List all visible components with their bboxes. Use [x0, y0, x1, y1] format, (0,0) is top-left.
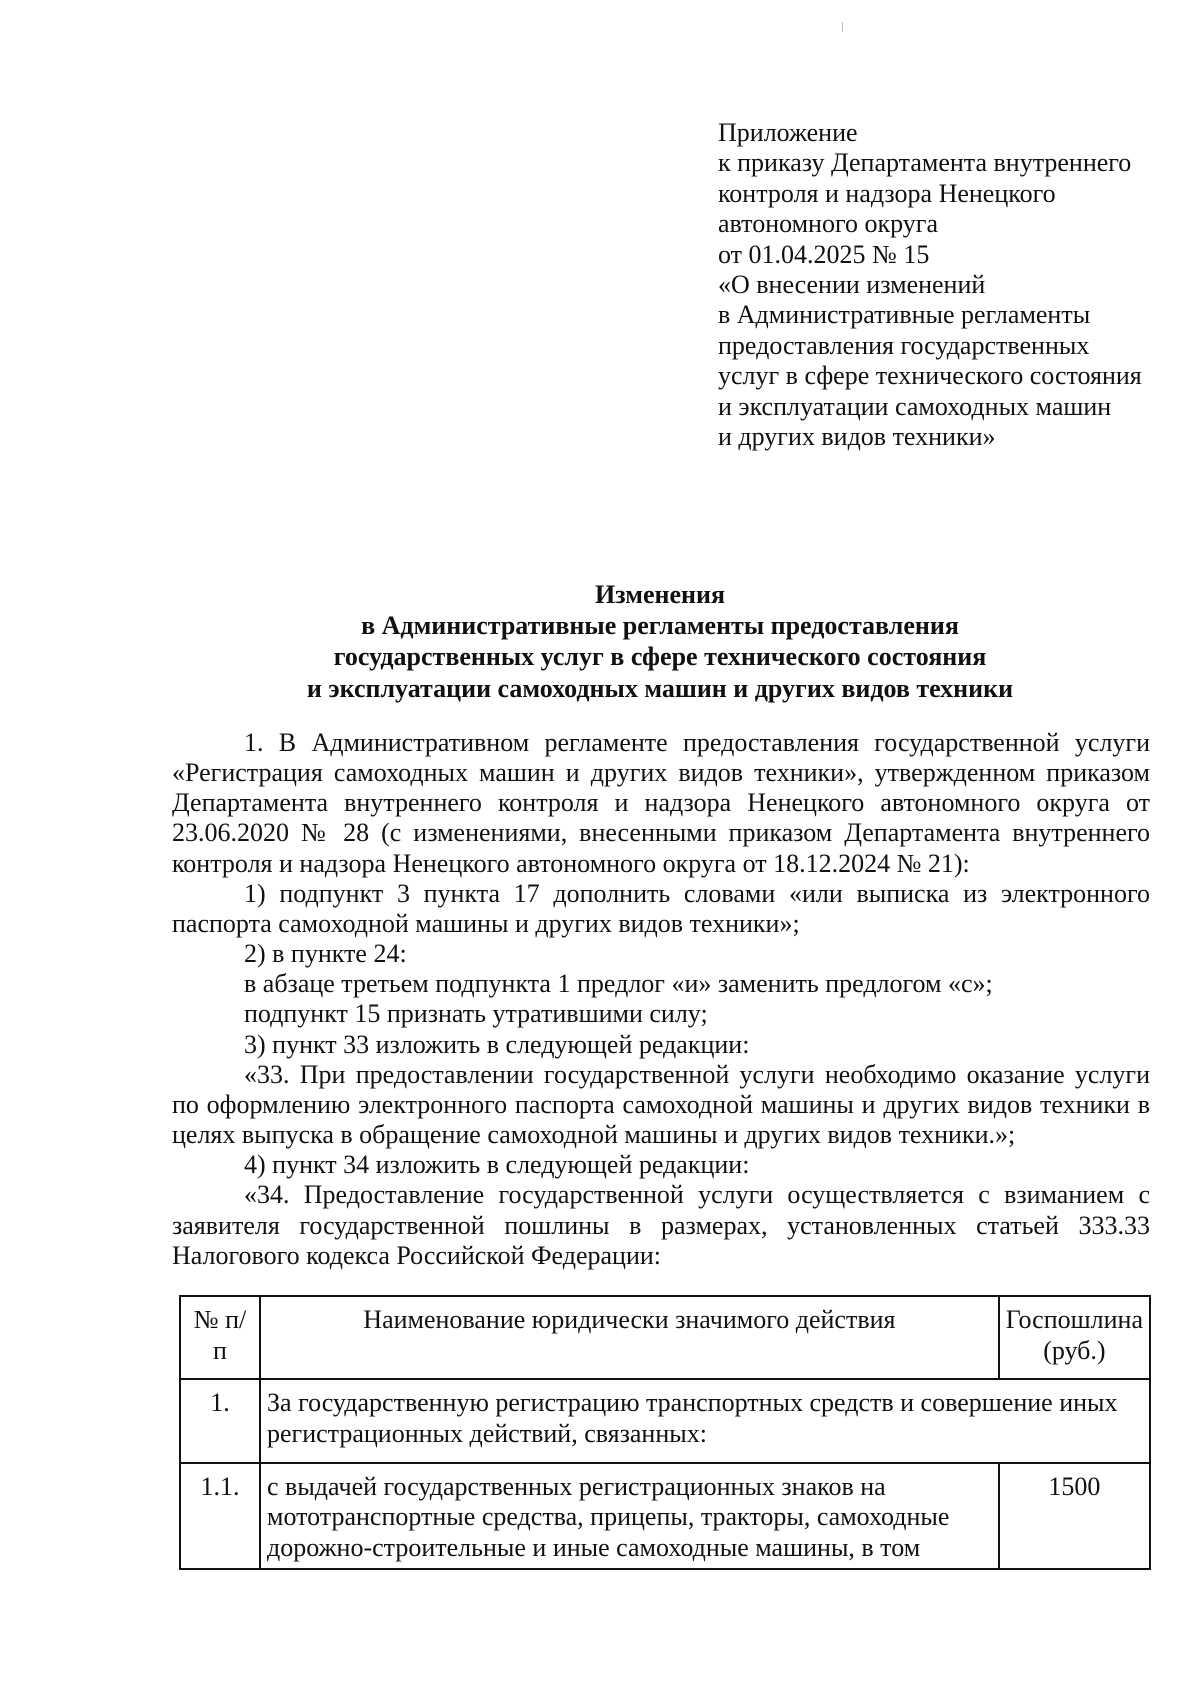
header-fee: Госпошлина (руб.) [999, 1296, 1150, 1379]
scan-mark [842, 22, 843, 32]
paragraph: «33. При предоставлении государственной услуги необходимо оказание услуги по оформлению электронного паспорта самоходной машины и других видов техники в целях выпуска в обращение самоходной машины и других видов техники.»; [172, 1059, 1150, 1150]
appendix-line: предоставления государственных [718, 330, 1090, 360]
document-body [172, 728, 1150, 1271]
appendix-line: «О внесении изменений [718, 270, 986, 300]
table-header-row [180, 1296, 1150, 1379]
document-title [170, 579, 1150, 704]
title-line: в Административные регламенты предоставления [361, 611, 959, 641]
appendix-line: и других видов техники» [718, 422, 996, 452]
row-number: 1. [180, 1379, 260, 1462]
table-row [180, 1463, 1150, 1569]
appendix-line: в Административные регламенты [718, 300, 1091, 330]
fee-table-wrapper [179, 1295, 1151, 1570]
paragraph: подпункт 15 признать утратившими силу; [244, 999, 708, 1029]
table-row [180, 1379, 1150, 1462]
row-action-name: За государственную регистрацию транспортных средств и совершение иных регистрационных действий, связанных: [260, 1379, 1150, 1462]
paragraph: 4) пункт 34 изложить в следующей редакции: [244, 1150, 750, 1180]
fee-table [179, 1295, 1151, 1570]
appendix-line: услуг в сфере технического состояния [718, 361, 1142, 391]
appendix-line: от 01.04.2025 № 15 [718, 239, 930, 269]
paragraph: в абзаце третьем подпункта 1 предлог «и» заменить предлогом «с»; [244, 969, 993, 999]
appendix-block [718, 118, 1158, 452]
appendix-line: контроля и надзора Ненецкого [718, 178, 1056, 208]
row-fee: 1500 [999, 1463, 1150, 1569]
appendix-line: и эксплуатации самоходных машин [718, 391, 1112, 421]
header-number: № п/п [180, 1296, 260, 1379]
row-number: 1.1. [180, 1463, 260, 1569]
appendix-line: Приложение [718, 118, 858, 147]
paragraph: 1. В Административном регламенте предоставления государственной услуги «Регистрация самоходных машин и других видов техники», утвержденном приказом Департамента внутреннего контроля и надзора Ненецкого автономного округа от 23.06.2020 № 28 (с изменениями, внесенными приказом Департамента внутреннего контроля и надзора Ненецкого автономного округа от 18.12.2024 № 21): [172, 728, 1150, 878]
paragraph: «34. Предоставление государственной услуги осуществляется с взиманием с заявителя государственной пошлины в размерах, установленных статьей 333.33 Налогового кодекса Российской Федерации: [172, 1180, 1150, 1270]
title-line: и эксплуатации самоходных машин и других видов техники [306, 673, 1014, 703]
appendix-line: автономного округа [718, 209, 938, 239]
appendix-line: к приказу Департамента внутреннего [718, 148, 1132, 178]
paragraph: 2) в пункте 24: [244, 939, 407, 969]
title-line: Изменения [594, 580, 726, 609]
paragraph: 1) подпункт 3 пункта 17 дополнить словами «или выписка из электронного паспорта самоходной машины и других видов техники»; [172, 878, 1150, 938]
row-action-name: с выдачей государственных регистрационных знаков на мототранспортные средства, прицепы, тракторы, самоходные дорожно-строительные и иные самоходные машины, в том [260, 1463, 999, 1569]
title-line: государственных услуг в сфере технического состояния [333, 642, 987, 672]
header-action-name: Наименование юридически значимого действия [260, 1296, 999, 1379]
paragraph: 3) пункт 33 изложить в следующей редакции: [244, 1029, 750, 1059]
